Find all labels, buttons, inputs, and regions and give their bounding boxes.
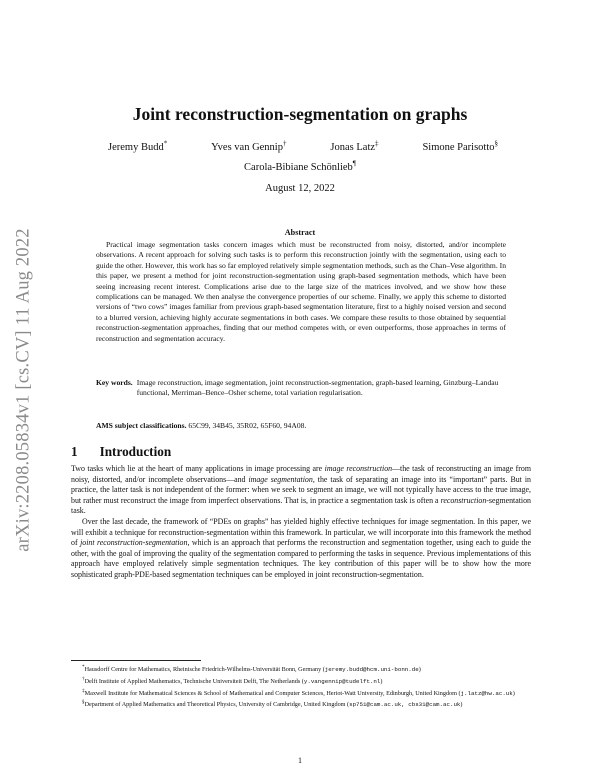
ams-classification bbox=[96, 421, 506, 430]
ams-codes: 65C99, 34B45, 35R02, 65F60, 94A08. bbox=[188, 421, 307, 430]
footnote: *Hausdorff Centre for Mathematics, Rheinische Friedrich-Wilhelms-Universität Bonn, Germany (jeremy.budd@hcm.uni-bonn.de) bbox=[82, 664, 421, 674]
keywords-text: Image reconstruction, image segmentation, joint reconstruction-segmentation, graph-based learning, Ginzburg–Landau functional, Merriman–Bence–Osher scheme, total variation regularisation. bbox=[136, 378, 499, 398]
author: Jeremy Budd* bbox=[108, 139, 168, 153]
footnote: §Department of Applied Mathematics and Theoretical Physics, University of Cambridge, United Kingdom (sp751@cam.ac.uk, cbs31@cam.ac.uk) bbox=[82, 699, 463, 709]
ams-label: AMS subject classifications. bbox=[96, 421, 187, 430]
keywords bbox=[96, 378, 506, 399]
author: Yves van Gennip† bbox=[211, 139, 287, 153]
author: Simone Parisotto§ bbox=[422, 139, 498, 153]
publication-date: August 12, 2022 bbox=[265, 183, 335, 194]
section-title: Introduction bbox=[99, 444, 172, 459]
page-number: 1 bbox=[298, 756, 302, 765]
footnote-rule bbox=[71, 660, 201, 661]
paragraph: Over the last decade, the framework of “PDEs on graphs” has yielded highly effective techniques for image segmentation. In this paper, we will exhibit a technique for reconstruction-segmentation within this framework. In particular, we will incorporate into this framework the method of joint reconstruction-segmentation, which is an approach that performs the reconstruction and segmentation together, using each to guide the other, with the goal of improving the quality of the segmentation compared to performing the tasks in sequence. Previous implementations of this approach have employed relatively simple segmentation techniques. The key contribution of this paper will be to show how the more sophisticated graph-PDE-based segmentation techniques can be employed in joint reconstruction-segmentation. bbox=[71, 516, 532, 579]
paragraph: Two tasks which lie at the heart of many applications in image processing are image reconstruction—the task of reconstructing an image from noisy, distorted, and/or incomplete observations—and image segmentation, the task of separating an image into its “important” parts. But in practice, the latter task is not independent of the former: when we seek to segment an image, we will not typically have access to the true image, but rather must reconstruct the image from imperfect observations. That is, in practice a segmentation task is often a reconstruction-segmentation task. bbox=[71, 464, 531, 516]
introduction-body bbox=[71, 464, 531, 581]
author: Jonas Latz‡ bbox=[330, 139, 379, 153]
arxiv-identifier: arXiv:2208.05834v1 [cs.CV] 11 Aug 2022 bbox=[13, 228, 34, 552]
section-number: 1 bbox=[71, 444, 78, 459]
abstract-text: Practical image segmentation tasks concern images which must be reconstructed from noisy, distorted, and/or incomplete observations. A recent approach for solving such tasks is to perform this reconstruction jointly with the segmentation, using each to guide the other. However, this work has so far employed relatively simple segmentation methods, such as the Chan–Vese algorithm. In this paper, we present a method for joint reconstruction-segmentation using graph-based segmentation methods, which have been seeing increasing recent interest. Complications arise due to the large size of the matrices involved, and we show how these complications can be managed. We then analyse the convergence properties of our scheme. Finally, we apply this scheme to distorted versions of “two cows” images familiar from previous graph-based segmentation literature, first to a highly noised version and second to a blurred version, achieving highly accurate segmentations in both cases. We compare these results to those obtained by sequential reconstruction-segmentation approaches, finding that our method competes with, or even outperforms, those approaches in terms of reconstruction and segmentation accuracy. bbox=[96, 240, 506, 343]
footnotes bbox=[71, 663, 531, 710]
author: Carola-Bibiane Schönlieb¶ bbox=[244, 159, 356, 173]
arxiv-sidebar-stamp bbox=[10, 205, 38, 575]
section-heading bbox=[71, 444, 171, 460]
author-list bbox=[80, 138, 520, 178]
footnote: †Delft Institute of Applied Mathematics, Technische Universiteit Delft, The Netherlands (y.vangennip@tudelft.nl) bbox=[82, 675, 383, 685]
footnote: ‡Maxwell Institute for Mathematical Sciences & School of Mathematical and Computer Sciences, Heriot-Watt University, Edinburgh, United Kingdom (j.latz@hw.ac.uk) bbox=[82, 687, 515, 697]
paper-title: Joint reconstruction-segmentation on graphs bbox=[132, 104, 468, 124]
abstract-heading: Abstract bbox=[284, 228, 316, 237]
keywords-label: Key words. bbox=[96, 378, 133, 387]
